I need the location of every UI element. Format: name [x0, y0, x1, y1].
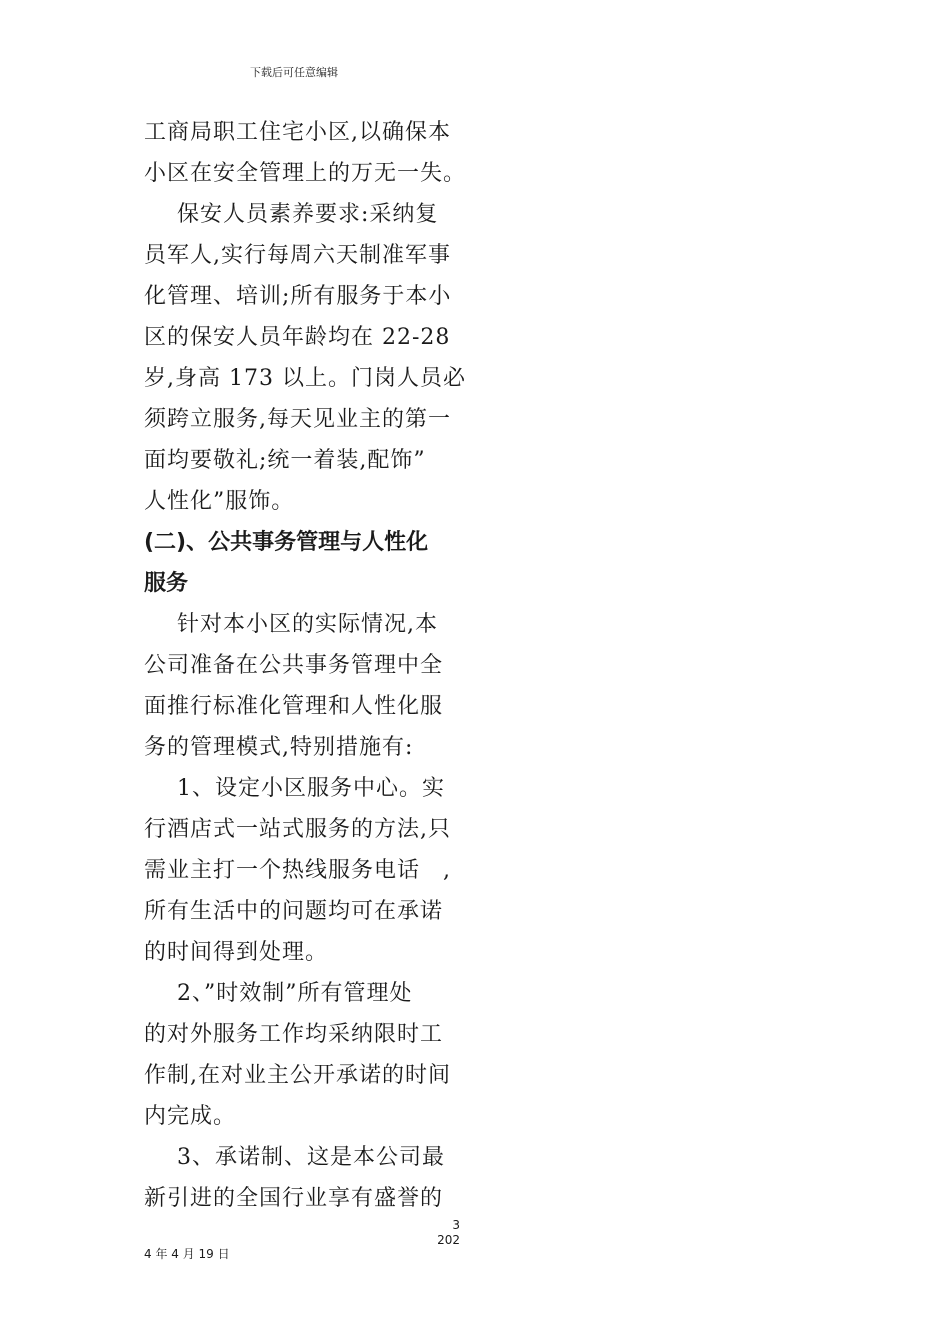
footer-date: 4 年 4 月 19 日 — [144, 1247, 230, 1261]
body-line: 作制,在对业主公开承诺的时间 — [144, 1063, 451, 1088]
document-body — [144, 112, 467, 1219]
body-line: 的时间得到处理。 — [144, 940, 329, 965]
body-line: 内完成。 — [144, 1104, 237, 1129]
body-line: 新引进的全国行业享有盛誉的 — [144, 1186, 444, 1211]
body-line: 2、”时效制”所有管理处 — [177, 981, 413, 1006]
body-line: 面均要敬礼;统一着装,配饰” — [144, 448, 426, 473]
body-line: 所有生活中的问题均可在承诺 — [144, 899, 444, 924]
page-header-note: 下载后可任意编辑 — [250, 66, 338, 79]
body-line: 行酒店式一站式服务的方法,只 — [144, 817, 451, 842]
body-line: 保安人员素养要求:采纳复 — [177, 202, 439, 227]
body-line: 化管理、培训;所有服务于本小 — [144, 284, 452, 309]
page-number — [430, 1218, 460, 1248]
body-line: 小区在安全管理上的万无一失。 — [144, 161, 467, 186]
body-line: 1、设定小区服务中心。实 — [177, 776, 445, 801]
section-heading: 服务 — [144, 571, 189, 596]
body-line: 人性化”服饰。 — [144, 489, 295, 514]
page-number-value: 3 — [452, 1218, 460, 1232]
body-line: 的对外服务工作均采纳限时工 — [144, 1022, 444, 1047]
body-line: 工商局职工住宅小区,以确保本 — [144, 120, 451, 145]
body-line: 面推行标准化管理和人性化服 — [144, 694, 444, 719]
body-line: 3、承诺制、这是本公司最 — [177, 1145, 445, 1170]
body-line: 针对本小区的实际情况,本 — [177, 612, 438, 637]
body-line: 岁,身高 173 以上。门岗人员必 — [144, 366, 466, 391]
section-heading: (二)、公共事务管理与人性化 — [144, 530, 429, 555]
body-line: 公司准备在公共事务管理中全 — [144, 653, 444, 678]
body-line: 务的管理模式,特别措施有: — [144, 735, 414, 760]
body-line: 员军人,实行每周六天制准军事 — [144, 243, 451, 268]
year-prefix: 202 — [437, 1233, 460, 1247]
body-line: 须跨立服务,每天见业主的第一 — [144, 407, 451, 432]
body-line: 区的保安人员年龄均在 22-28 — [144, 325, 451, 350]
body-line: 需业主打一个热线服务电话 , — [144, 858, 451, 883]
